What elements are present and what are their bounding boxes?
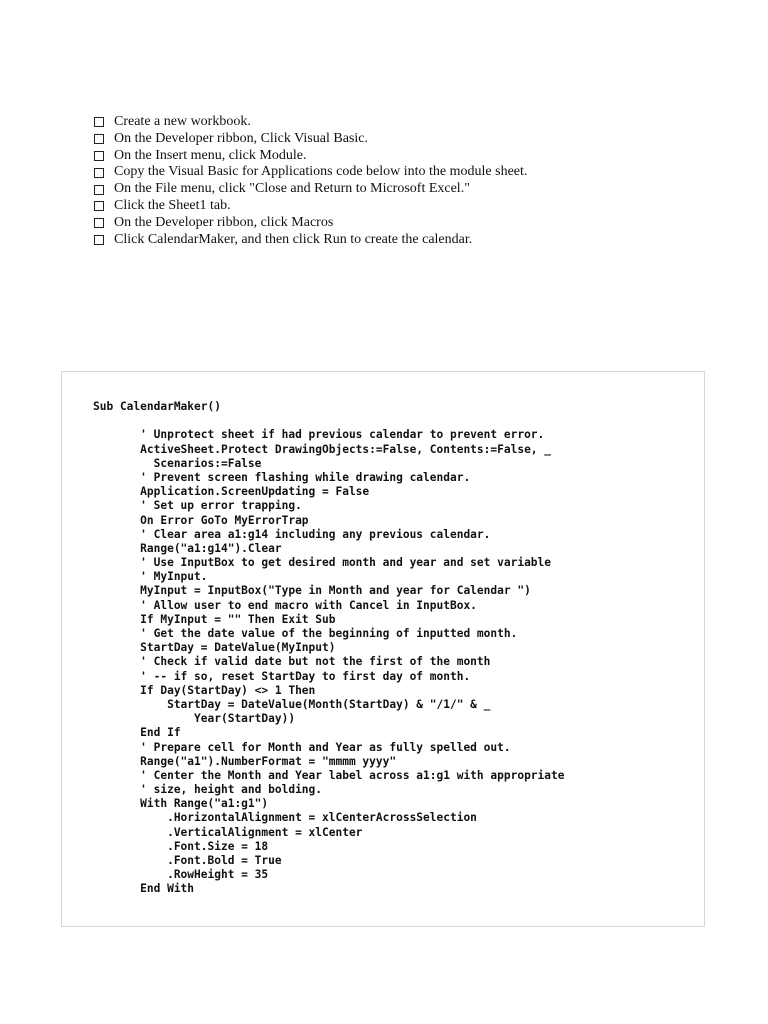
- instruction-item: [94, 131, 527, 148]
- instruction-item: [94, 232, 527, 249]
- code-line: If MyInput = "" Then Exit Sub: [93, 612, 336, 626]
- instruction-text: On the Developer ribbon, click Macros: [114, 214, 334, 230]
- code-line: .RowHeight = 35: [93, 868, 269, 882]
- instruction-item: [94, 148, 527, 165]
- code-line: ' Prepare cell for Month and Year as fully spelled out.: [93, 740, 511, 754]
- checkbox-icon: [94, 168, 104, 178]
- instruction-item: [94, 181, 527, 198]
- checkbox-icon: [94, 201, 104, 211]
- code-line: On Error GoTo MyErrorTrap: [93, 513, 309, 527]
- instruction-text: Click CalendarMaker, and then click Run to create the calendar.: [114, 231, 473, 247]
- instruction-item: [94, 164, 527, 181]
- code-line: ' Get the date value of the beginning of inputted month.: [93, 627, 518, 640]
- code-line: ' Clear area a1:g14 including any previous calendar.: [93, 527, 491, 541]
- instruction-text: On the Insert menu, click Module.: [114, 147, 307, 163]
- code-line: ' Allow user to end macro with Cancel in InputBox.: [93, 598, 477, 612]
- checkbox-icon: [94, 218, 104, 228]
- code-line: ' Prevent screen flashing while drawing calendar.: [93, 470, 471, 484]
- code-line: End If: [93, 726, 181, 740]
- code-line: Range("a1").NumberFormat = "mmmm yyyy": [93, 754, 397, 768]
- instruction-text: Create a new workbook.: [114, 114, 251, 129]
- code-line: ' -- if so, reset StartDay to first day of month.: [93, 669, 471, 683]
- code-line: ' Center the Month and Year label across a1:g1 with appropriate: [93, 768, 565, 782]
- code-line: .Font.Size = 18: [93, 839, 269, 853]
- code-line: ActiveSheet.Protect DrawingObjects:=False, Contents:=False, _: [93, 442, 552, 456]
- code-line: ' Use InputBox to get desired month and year and set variable: [93, 556, 552, 570]
- code-line: StartDay = DateValue(Month(StartDay) & "/1/" & _: [93, 697, 491, 711]
- code-line: Sub CalendarMaker(): [93, 400, 221, 413]
- checkbox-icon: [94, 134, 104, 144]
- code-line: [93, 414, 564, 428]
- code-line: If Day(StartDay) <> 1 Then: [93, 683, 316, 697]
- instruction-item: [94, 215, 527, 232]
- code-line: Application.ScreenUpdating = False: [93, 485, 370, 499]
- code-line: ' MyInput.: [93, 570, 208, 584]
- checkbox-icon: [94, 117, 104, 127]
- instruction-item: [94, 114, 527, 131]
- code-line: .VerticalAlignment = xlCenter: [93, 825, 363, 839]
- code-line: MyInput = InputBox("Type in Month and year for Calendar "): [93, 584, 531, 598]
- instruction-list: [94, 114, 527, 248]
- code-line: ' Set up error trapping.: [93, 499, 302, 513]
- code-line: .HorizontalAlignment = xlCenterAcrossSelection: [93, 811, 477, 825]
- code-line: Range("a1:g14").Clear: [93, 541, 282, 555]
- code-line: ' Unprotect sheet if had previous calendar to prevent error.: [93, 428, 545, 442]
- code-block: [93, 400, 564, 897]
- code-line: ' Check if valid date but not the first of the month: [93, 655, 491, 669]
- code-panel: [61, 371, 705, 927]
- code-line: With Range("a1:g1"): [93, 797, 269, 811]
- checkbox-icon: [94, 151, 104, 161]
- code-line: Year(StartDay)): [93, 712, 296, 726]
- code-line: .Font.Bold = True: [93, 854, 282, 867]
- code-line: StartDay = DateValue(MyInput): [93, 641, 336, 655]
- instruction-text: Copy the Visual Basic for Applications code below into the module sheet.: [114, 164, 528, 180]
- instruction-text: On the File menu, click "Close and Return to Microsoft Excel.": [114, 181, 470, 197]
- instruction-text: On the Developer ribbon, Click Visual Basic.: [114, 130, 368, 146]
- instruction-text: Click the Sheet1 tab.: [114, 197, 231, 213]
- checkbox-icon: [94, 185, 104, 195]
- code-line: ' size, height and bolding.: [93, 783, 323, 797]
- code-line: End With: [93, 882, 195, 896]
- code-line: Scenarios:=False: [93, 456, 262, 470]
- checkbox-icon: [94, 235, 104, 245]
- instruction-item: [94, 198, 527, 215]
